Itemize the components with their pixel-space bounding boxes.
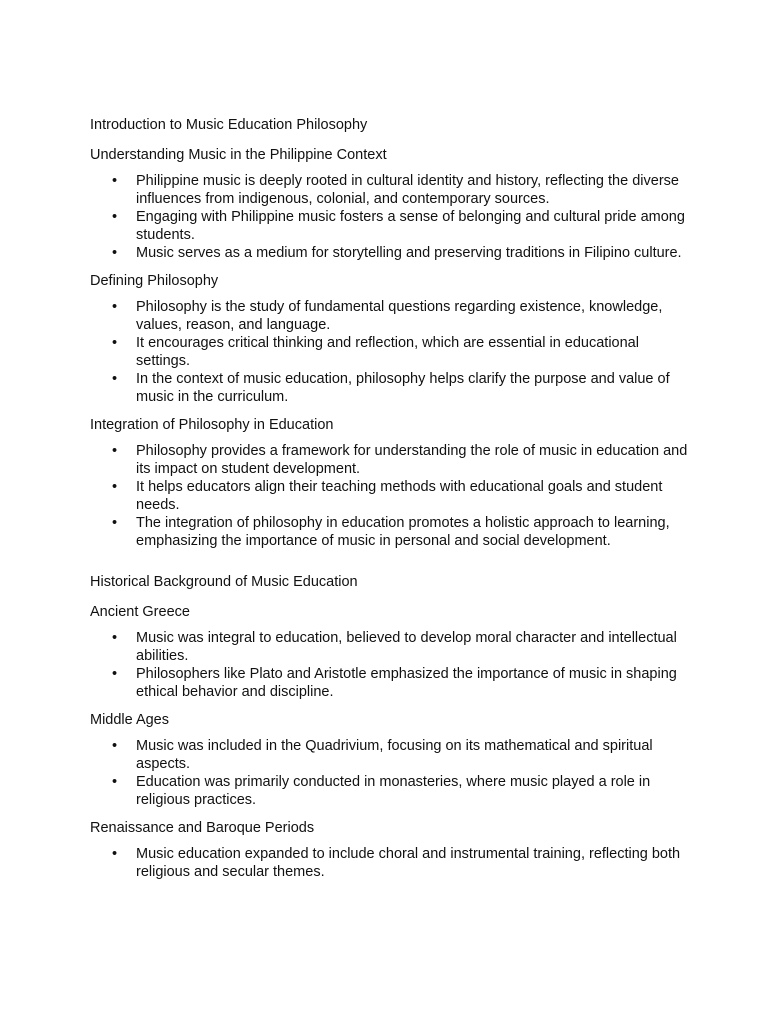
list-item: • Education was primarily conducted in monasteries, where music played a role in religious practices. bbox=[90, 773, 690, 809]
list-item: • Music was included in the Quadrivium, focusing on its mathematical and spiritual aspects. bbox=[90, 737, 690, 773]
list-item: • In the context of music education, philosophy helps clarify the purpose and value of music in the curriculum. bbox=[90, 370, 690, 406]
document-body bbox=[90, 116, 690, 881]
list-item: • Engaging with Philippine music fosters a sense of belonging and cultural pride among students. bbox=[90, 208, 690, 244]
bullet-list bbox=[90, 298, 690, 406]
bullet-list bbox=[90, 172, 690, 262]
bullet-list bbox=[90, 737, 690, 809]
bullet-list bbox=[90, 845, 690, 881]
list-item: • Philosophy is the study of fundamental questions regarding existence, knowledge, values, reason, and language. bbox=[90, 298, 690, 334]
list-item: • It encourages critical thinking and reflection, which are essential in educational settings. bbox=[90, 334, 690, 370]
list-item: • Music education expanded to include choral and instrumental training, reflecting both religious and secular themes. bbox=[90, 845, 690, 881]
section-heading: Integration of Philosophy in Education bbox=[90, 417, 334, 433]
section-heading: Middle Ages bbox=[90, 712, 169, 728]
list-item: • It helps educators align their teaching methods with educational goals and student needs. bbox=[90, 478, 690, 514]
section-heading: Understanding Music in the Philippine Context bbox=[90, 147, 387, 163]
list-item: • Philosophy provides a framework for understanding the role of music in education and its impact on student development. bbox=[90, 442, 690, 478]
section-heading: Ancient Greece bbox=[90, 604, 190, 620]
section-heading: Defining Philosophy bbox=[90, 273, 219, 289]
list-item: • Philippine music is deeply rooted in cultural identity and history, reflecting the diverse influences from indigenous, colonial, and contemporary sources. bbox=[90, 172, 690, 208]
document-title: Introduction to Music Education Philosophy bbox=[90, 117, 368, 133]
list-item: • Music serves as a medium for storytelling and preserving traditions in Filipino culture. bbox=[90, 244, 690, 262]
document-title-2: Historical Background of Music Education bbox=[90, 574, 358, 590]
list-item: • Music was integral to education, believed to develop moral character and intellectual abilities. bbox=[90, 629, 690, 665]
section-heading: Renaissance and Baroque Periods bbox=[90, 820, 315, 836]
bullet-list bbox=[90, 629, 690, 701]
list-item: • The integration of philosophy in education promotes a holistic approach to learning, emphasizing the importance of music in personal and social development. bbox=[90, 514, 690, 550]
bullet-list bbox=[90, 442, 690, 550]
list-item: • Philosophers like Plato and Aristotle emphasized the importance of music in shaping ethical behavior and discipline. bbox=[90, 665, 690, 701]
